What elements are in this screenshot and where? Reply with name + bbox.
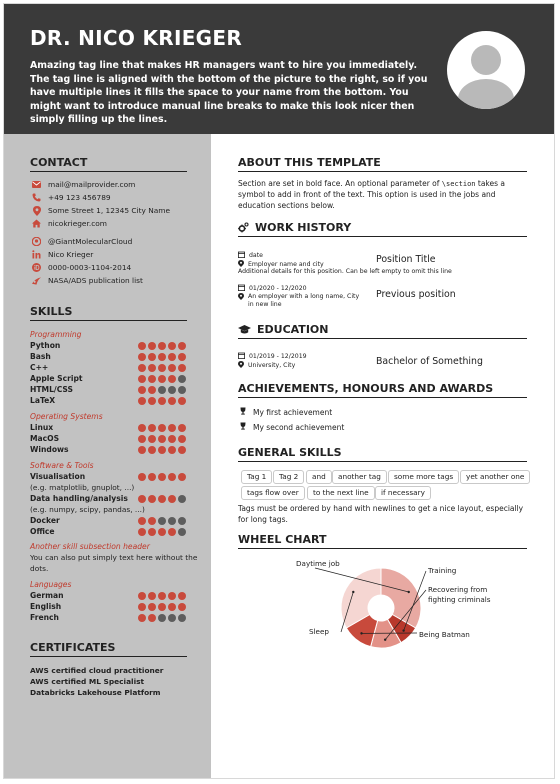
skill-name: Visualisation <box>30 472 86 481</box>
skill-name: MacOS <box>30 434 60 443</box>
skill-level <box>138 386 186 394</box>
skill-dot-filled <box>148 603 156 611</box>
skill-dot-filled <box>138 424 146 432</box>
job2-date-text: 01/2020 - 12/2020 <box>249 285 307 292</box>
contact-orcid[interactable] <box>32 263 131 272</box>
achievement-text: My second achievement <box>253 422 345 432</box>
skill-dot-empty <box>168 386 176 394</box>
skill-tag: Tag 2 <box>273 470 304 484</box>
skill-row <box>30 423 190 432</box>
skill-row <box>30 352 190 361</box>
about-text-1: Section are set in bold face. An optional parameter of <box>238 179 442 188</box>
skill-dot-filled <box>148 424 156 432</box>
skill-docker <box>30 516 190 525</box>
job1-place-text: Employer name and city <box>248 261 324 268</box>
skill-dot-empty <box>178 386 186 394</box>
skill-dot-filled <box>168 375 176 383</box>
skill-dot-filled <box>168 397 176 405</box>
job1-date <box>238 251 263 260</box>
skill-dot-empty <box>168 517 176 525</box>
skill-dot-filled <box>138 446 146 454</box>
skill-category-programming: Programming <box>30 330 82 339</box>
trophy-icon <box>239 422 247 432</box>
orcid-icon <box>32 263 41 272</box>
skill-name: C++ <box>30 363 49 372</box>
avatar <box>447 31 525 109</box>
edu-degree: Bachelor of Something <box>376 356 483 367</box>
calendar-icon <box>238 284 245 293</box>
wheel-leader-dot <box>360 632 362 634</box>
skill-dot-filled <box>158 473 166 481</box>
resume-page <box>4 4 554 778</box>
edu-date-text: 01/2019 - 12/2019 <box>249 353 307 360</box>
skill-name: Linux <box>30 423 54 432</box>
work-heading <box>238 221 527 237</box>
skill-level <box>138 592 186 600</box>
skill-row <box>30 363 190 372</box>
skill-row <box>30 591 190 600</box>
skill-dot-filled <box>138 375 146 383</box>
skill-dot-filled <box>168 592 176 600</box>
calendar-icon <box>238 352 245 361</box>
general-skills-note: Tags must be ordered by hand with newlines to get a nice layout, especially for long tags. <box>238 504 524 524</box>
skill-dot-filled <box>178 446 186 454</box>
job1-position: Position Title <box>376 254 436 265</box>
skill-dot-filled <box>138 592 146 600</box>
github-icon <box>32 237 41 246</box>
general-skills-heading <box>238 446 527 462</box>
skill-category-os: Operating Systems <box>30 412 103 421</box>
skill-dot-filled <box>148 375 156 383</box>
skill-dot-filled <box>148 435 156 443</box>
skill-dot-empty <box>168 614 176 622</box>
job2-place-text: An employer with a long name, City in new line <box>248 293 360 309</box>
skill-dot-filled <box>148 592 156 600</box>
achievements-heading-text: ACHIEVEMENTS, HONOURS AND AWARDS <box>238 382 494 395</box>
skill-tag: another tag <box>332 470 387 484</box>
about-heading <box>238 156 527 172</box>
phone-icon <box>32 193 41 202</box>
skill-dot-filled <box>138 495 146 503</box>
cogs-icon <box>238 222 249 233</box>
edu-place-text: University, City <box>248 362 296 369</box>
skill-dot-filled <box>168 495 176 503</box>
skill-dot-filled <box>168 446 176 454</box>
skill-level <box>138 603 186 611</box>
skill-dot-filled <box>138 364 146 372</box>
linkedin-icon <box>32 250 41 259</box>
skill-level <box>138 495 186 503</box>
contact-address <box>32 206 170 215</box>
skill-data-handling-sub: (e.g. numpy, scipy, pandas, ...) <box>30 505 145 514</box>
skill-dot-filled <box>138 603 146 611</box>
graduation-cap-icon <box>238 325 251 335</box>
skill-name: Bash <box>30 352 51 361</box>
skill-data-handling <box>30 494 190 503</box>
wheel-label-training: Training <box>428 566 457 575</box>
contact-heading: CONTACT <box>30 156 187 172</box>
edu-place <box>238 361 295 370</box>
work-heading-text: WORK HISTORY <box>255 221 352 234</box>
contact-orcid-text: 0000-0003-1104-2014 <box>48 263 132 272</box>
wheel-label-daytime-job: Daytime job <box>296 559 340 568</box>
skill-dot-filled <box>148 364 156 372</box>
skill-dot-filled <box>148 386 156 394</box>
skill-dot-filled <box>138 342 146 350</box>
contact-phone-text: +49 123 456789 <box>48 193 111 202</box>
skill-dot-filled <box>168 603 176 611</box>
contact-email[interactable] <box>32 180 135 189</box>
skill-tag: if necessary <box>375 486 431 500</box>
skill-level <box>138 424 186 432</box>
skill-dot-filled <box>148 342 156 350</box>
skill-dot-filled <box>158 375 166 383</box>
wheel-label-sleep: Sleep <box>309 627 329 636</box>
skill-visualisation-sub: (e.g. matplotlib, gnuplot, ...) <box>30 483 135 492</box>
skill-dot-filled <box>168 353 176 361</box>
skill-dot-filled <box>138 397 146 405</box>
trophy-icon <box>239 407 247 417</box>
certificate-item: Databricks Lakehouse Platform <box>30 688 161 697</box>
skill-level <box>138 364 186 372</box>
sidebar <box>4 134 211 778</box>
skill-row <box>30 445 190 454</box>
skill-level <box>138 397 186 405</box>
skill-dot-filled <box>158 592 166 600</box>
skill-name: Apple Script <box>30 374 83 383</box>
skill-dot-filled <box>148 473 156 481</box>
skill-name: Data handling/analysis <box>30 494 128 503</box>
skill-row <box>30 602 190 611</box>
avatar-placeholder-icon <box>447 31 525 109</box>
skill-dot-empty <box>158 614 166 622</box>
wheel-leader-dot <box>384 639 386 641</box>
skill-category-another: Another skill subsection header <box>30 542 150 551</box>
wheel-label-being-batman: Being Batman <box>419 630 470 639</box>
skill-dot-filled <box>178 342 186 350</box>
skill-dot-filled <box>168 424 176 432</box>
skill-dot-filled <box>158 603 166 611</box>
skill-tag: and <box>306 470 332 484</box>
wheel-chart-heading-text: WHEEL CHART <box>238 533 327 546</box>
skill-level <box>138 342 186 350</box>
skill-dot-empty <box>178 495 186 503</box>
contact-ads-text: NASA/ADS publication list <box>48 276 143 285</box>
location-icon <box>32 206 41 215</box>
skill-dot-filled <box>138 528 146 536</box>
general-skills-heading-text: GENERAL SKILLS <box>238 446 342 459</box>
header <box>4 4 554 134</box>
skill-dot-filled <box>178 592 186 600</box>
skill-dot-filled <box>168 364 176 372</box>
skill-name: Office <box>30 527 55 536</box>
skill-tag: to the next line <box>307 486 375 500</box>
contact-linkedin[interactable] <box>32 250 93 259</box>
skill-dot-filled <box>158 364 166 372</box>
skill-row <box>30 374 190 383</box>
skill-name: German <box>30 591 64 600</box>
skill-dot-filled <box>158 495 166 503</box>
contact-github[interactable] <box>32 237 132 246</box>
skill-dot-filled <box>148 517 156 525</box>
skill-dot-filled <box>168 342 176 350</box>
skill-row <box>30 613 190 622</box>
skill-dot-filled <box>158 424 166 432</box>
skill-name: Docker <box>30 516 60 525</box>
location-icon <box>238 293 244 302</box>
job1-date-text: date <box>249 252 263 259</box>
person-name: DR. NICO KRIEGER <box>30 26 243 50</box>
skill-category-tools: Software & Tools <box>30 461 94 470</box>
wheel-chart-heading <box>238 533 527 549</box>
skill-level <box>138 353 186 361</box>
contact-ads[interactable] <box>32 276 143 285</box>
skill-name: Windows <box>30 445 69 454</box>
skill-dot-filled <box>148 495 156 503</box>
skill-name: LaTeX <box>30 396 56 405</box>
skill-tag: tags flow over <box>241 486 305 500</box>
certificates-heading: CERTIFICATES <box>30 641 187 657</box>
skill-dot-filled <box>178 397 186 405</box>
skill-plain-text: You can also put simply text here without the dots. <box>30 553 198 573</box>
skill-office <box>30 527 190 536</box>
achievements-heading <box>238 382 527 398</box>
skill-dot-empty <box>178 517 186 525</box>
skill-dot-filled <box>148 614 156 622</box>
about-text-2: takes a symbol to add in front of the text. This option is used in the jobs and education sections below. <box>238 179 506 210</box>
wheel-leader-dot <box>408 591 410 593</box>
skill-row <box>30 396 190 405</box>
skill-dot-filled <box>148 353 156 361</box>
skill-dot-empty <box>158 386 166 394</box>
achievement-item <box>239 407 332 417</box>
about-code: \section <box>441 180 476 188</box>
skill-dot-filled <box>138 386 146 394</box>
skill-level <box>138 614 186 622</box>
skill-name: Python <box>30 341 61 350</box>
skill-row <box>30 434 190 443</box>
calendar-icon <box>238 251 245 260</box>
skill-row <box>30 385 190 394</box>
skill-name: HTML/CSS <box>30 385 74 394</box>
wheel-leader-dot <box>402 629 404 631</box>
skill-tag: yet another one <box>460 470 530 484</box>
skill-dot-empty <box>178 614 186 622</box>
certificate-item: AWS certified cloud practitioner <box>30 666 164 675</box>
skill-name: French <box>30 613 59 622</box>
job1-details: Additional details for this position. Can be left empty to omit this line <box>238 268 452 275</box>
contact-linkedin-text: Nico Krieger <box>48 250 94 259</box>
certificate-item: AWS certified ML Specialist <box>30 677 145 686</box>
skill-visualisation <box>30 472 190 481</box>
skill-dot-filled <box>178 603 186 611</box>
skill-dot-filled <box>138 435 146 443</box>
skill-dot-filled <box>168 435 176 443</box>
skill-dot-filled <box>158 528 166 536</box>
contact-website[interactable] <box>32 219 107 228</box>
skill-dot-filled <box>168 473 176 481</box>
skill-row <box>30 341 190 350</box>
skill-dot-empty <box>158 517 166 525</box>
tagline: Amazing tag line that makes HR managers want to hire you immediately. The tag line is aligned with the bottom of the picture to the right, so if you have multiple lines it fills the space to your name from the bottom. You might want to introduce manual line breaks to make this look nicer then simply filling up the lines. <box>30 60 428 125</box>
skill-level <box>138 375 186 383</box>
skill-dot-filled <box>138 614 146 622</box>
skill-dot-filled <box>138 353 146 361</box>
home-icon <box>32 219 41 228</box>
ads-icon <box>32 276 41 285</box>
contact-website-text: nicokrieger.com <box>48 219 107 228</box>
skill-level <box>138 517 186 525</box>
education-heading-text: EDUCATION <box>257 323 329 336</box>
education-heading <box>238 323 527 339</box>
skill-dot-filled <box>178 435 186 443</box>
about-heading-text: ABOUT THIS TEMPLATE <box>238 156 381 169</box>
skill-tag: Tag 1 <box>241 470 272 484</box>
skill-dot-filled <box>178 424 186 432</box>
skill-dot-empty <box>178 528 186 536</box>
mail-icon <box>32 180 41 189</box>
skill-level <box>138 473 186 481</box>
skill-name: English <box>30 602 62 611</box>
edu-date <box>238 352 307 361</box>
skill-dot-filled <box>158 446 166 454</box>
skill-tag: some more tags <box>388 470 459 484</box>
contact-address-text: Some Street 1, 12345 City Name <box>48 206 171 215</box>
skills-heading: SKILLS <box>30 305 187 321</box>
skill-dot-filled <box>158 353 166 361</box>
achievement-item <box>239 422 344 432</box>
skill-dot-filled <box>138 517 146 525</box>
job2-position: Previous position <box>376 289 456 300</box>
skill-dot-filled <box>178 364 186 372</box>
skill-dot-filled <box>158 342 166 350</box>
skill-category-languages: Languages <box>30 580 72 589</box>
skill-dot-filled <box>178 473 186 481</box>
skill-dot-filled <box>148 397 156 405</box>
location-icon <box>238 361 244 370</box>
main-column <box>211 134 554 778</box>
skill-dot-filled <box>148 446 156 454</box>
skill-level <box>138 528 186 536</box>
skill-level <box>138 435 186 443</box>
contact-email-text: mail@mailprovider.com <box>48 180 136 189</box>
about-paragraph <box>238 179 530 211</box>
skill-dot-filled <box>138 473 146 481</box>
wheel-label-recovering: Recovering from fighting criminals <box>428 585 491 604</box>
skill-dot-filled <box>178 353 186 361</box>
skill-dot-empty <box>178 375 186 383</box>
wheel-leader-dot <box>352 591 354 593</box>
skill-dot-filled <box>158 397 166 405</box>
job2-place <box>238 293 360 310</box>
skill-level <box>138 446 186 454</box>
job2-date <box>238 284 307 293</box>
contact-github-text: @GiantMolecularCloud <box>48 237 133 246</box>
skill-dot-filled <box>168 528 176 536</box>
skill-dot-filled <box>148 528 156 536</box>
achievement-text: My first achievement <box>253 407 333 417</box>
skill-dot-filled <box>158 435 166 443</box>
contact-phone[interactable] <box>32 193 111 202</box>
